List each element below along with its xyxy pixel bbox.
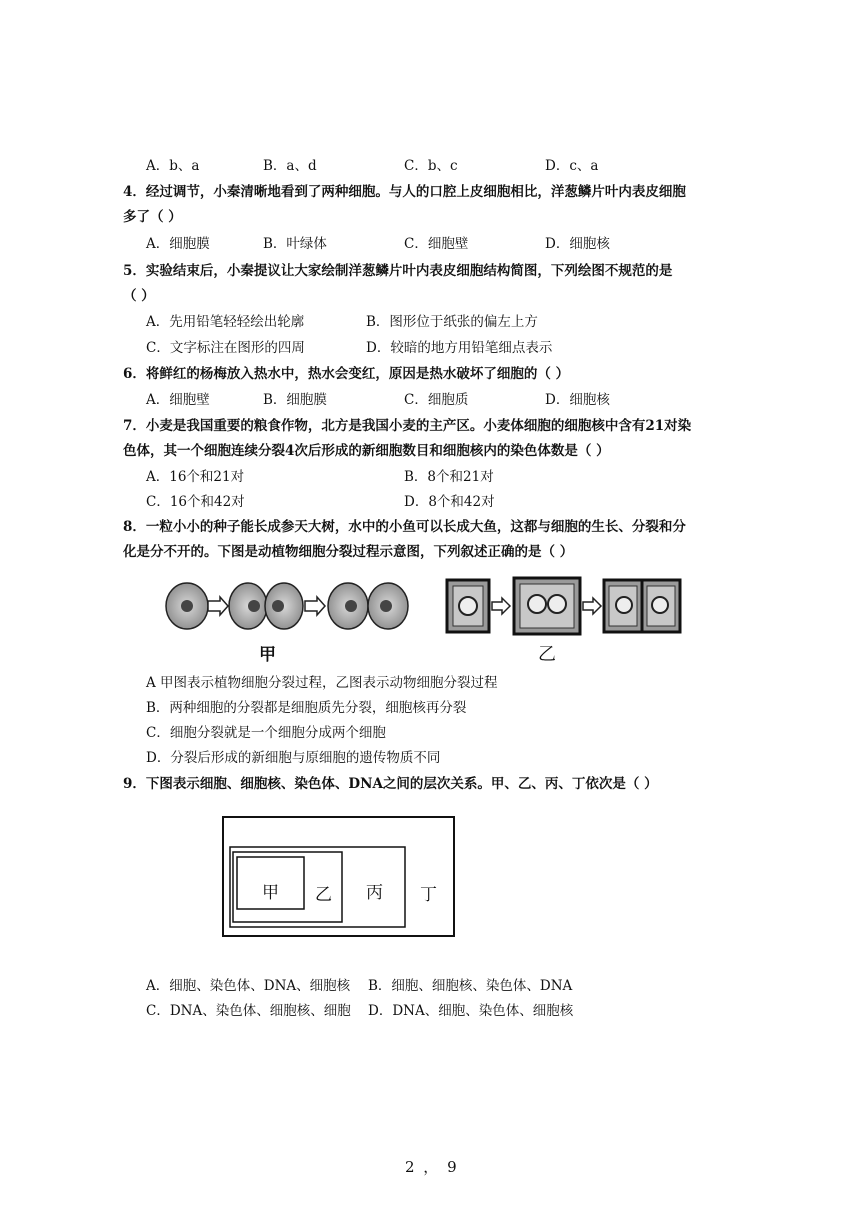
q9-option-d: D．DNA、细胞、染色体、细胞核 xyxy=(368,1003,574,1019)
arrow-icon-2 xyxy=(305,597,325,615)
arrow-icon-4 xyxy=(583,598,601,614)
two-cells-icon xyxy=(328,583,408,629)
q5-option-b: B．图形位于纸张的偏左上方 xyxy=(366,314,538,330)
q4-option-c: C．细胞壁 xyxy=(404,236,469,252)
q6-option-c: C．细胞质 xyxy=(404,392,469,408)
q8-stem-line2: 化是分不开的。下图是动植物细胞分裂过程示意图，下列叙述正确的是（ ） xyxy=(123,544,574,560)
plant-cell-dividing-icon xyxy=(514,578,580,634)
box-label-jia: 甲 xyxy=(262,883,279,903)
nested-boxes-diagram xyxy=(221,815,457,939)
q4-option-a: A．细胞膜 xyxy=(146,236,210,252)
q8-option-a: A 甲图表示植物细胞分裂过程，乙图表示动物细胞分裂过程 xyxy=(146,675,498,691)
q7-stem-line1: 7．小麦是我国重要的粮食作物，北方是我国小麦的主产区。小麦体细胞的细胞核中含有21对染 xyxy=(123,418,692,434)
q8-option-c: C．细胞分裂就是一个细胞分成两个细胞 xyxy=(146,725,386,741)
q6-option-a: A．细胞壁 xyxy=(146,392,210,408)
q3-option-a: A．b、a xyxy=(146,158,200,174)
figure-label-yi: 乙 xyxy=(538,644,556,665)
plant-cells-two-icon xyxy=(604,580,680,632)
q7-option-c: C．16个和42对 xyxy=(146,494,245,510)
figure-label-jia: 甲 xyxy=(259,645,276,665)
q8-option-d: D．分裂后形成的新细胞与原细胞的遗传物质不同 xyxy=(146,750,441,766)
q4-option-b: B．叶绿体 xyxy=(263,236,327,252)
q5-stem-line2: （ ） xyxy=(123,288,155,304)
box-ding xyxy=(223,817,454,936)
q4-stem-line1: 4．经过调节，小秦清晰地看到了两种细胞。与人的口腔上皮细胞相比，洋葱鳞片叶内表皮细胞 xyxy=(123,184,686,200)
q7-option-a: A．16个和21对 xyxy=(146,469,245,485)
q9-option-a: A．细胞、染色体、DNA、细胞核 xyxy=(146,978,351,994)
box-label-bing: 丙 xyxy=(366,883,383,903)
page-number: 2 ， 9 xyxy=(405,1158,459,1176)
q3-option-b: B．a、d xyxy=(263,158,317,174)
q3-option-c: C．b、c xyxy=(404,158,458,174)
q9-stem: 9．下图表示细胞、细胞核、染色体、DNA之间的层次关系。甲、乙、丙、丁依次是（ ） xyxy=(123,776,658,792)
plant-cell-single-icon xyxy=(447,580,489,632)
q8-stem-line1: 8．一粒小小的种子能长成参天大树，水中的小鱼可以长成大鱼，这都与细胞的生长、分裂和分 xyxy=(123,519,686,535)
q7-option-d: D．8个和42对 xyxy=(404,494,495,510)
q8-option-b: B．两种细胞的分裂都是细胞质先分裂，细胞核再分裂 xyxy=(146,700,467,716)
q9-option-c: C．DNA、染色体、细胞核、细胞 xyxy=(146,1003,351,1019)
q7-option-b: B．8个和21对 xyxy=(404,469,494,485)
q5-option-a: A．先用铅笔轻轻绘出轮廓 xyxy=(146,314,305,330)
q5-option-d: D．较暗的地方用铅笔细点表示 xyxy=(366,340,553,356)
arrow-icon-3 xyxy=(492,598,510,614)
q6-option-d: D．细胞核 xyxy=(545,392,610,408)
q4-stem-line2: 多了（ ） xyxy=(123,209,182,225)
q7-stem-line2: 色体，其一个细胞连续分裂4次后形成的新细胞数目和细胞核内的染色体数是（ ） xyxy=(123,443,610,459)
box-label-yi: 乙 xyxy=(315,885,332,905)
q9-option-b: B．细胞、细胞核、染色体、DNA xyxy=(368,978,573,994)
dividing-cell-icon xyxy=(229,583,303,629)
q5-stem-line1: 5．实验结束后，小秦提议让大家绘制洋葱鳞片叶内表皮细胞结构简图，下列绘图不规范的是 xyxy=(123,263,673,279)
q5-option-c: C．文字标注在图形的四周 xyxy=(146,340,305,356)
q4-option-d: D．细胞核 xyxy=(545,236,610,252)
single-cell-icon xyxy=(166,583,208,629)
q6-stem: 6．将鲜红的杨梅放入热水中，热水会变红，原因是热水破坏了细胞的（ ） xyxy=(123,366,570,382)
q6-option-b: B．细胞膜 xyxy=(263,392,327,408)
animal-cell-division-figure xyxy=(160,573,420,643)
arrow-icon-1 xyxy=(208,597,228,615)
q3-option-d: D．c、a xyxy=(545,158,599,174)
box-label-ding: 丁 xyxy=(420,885,437,905)
plant-cell-division-figure xyxy=(444,576,684,638)
